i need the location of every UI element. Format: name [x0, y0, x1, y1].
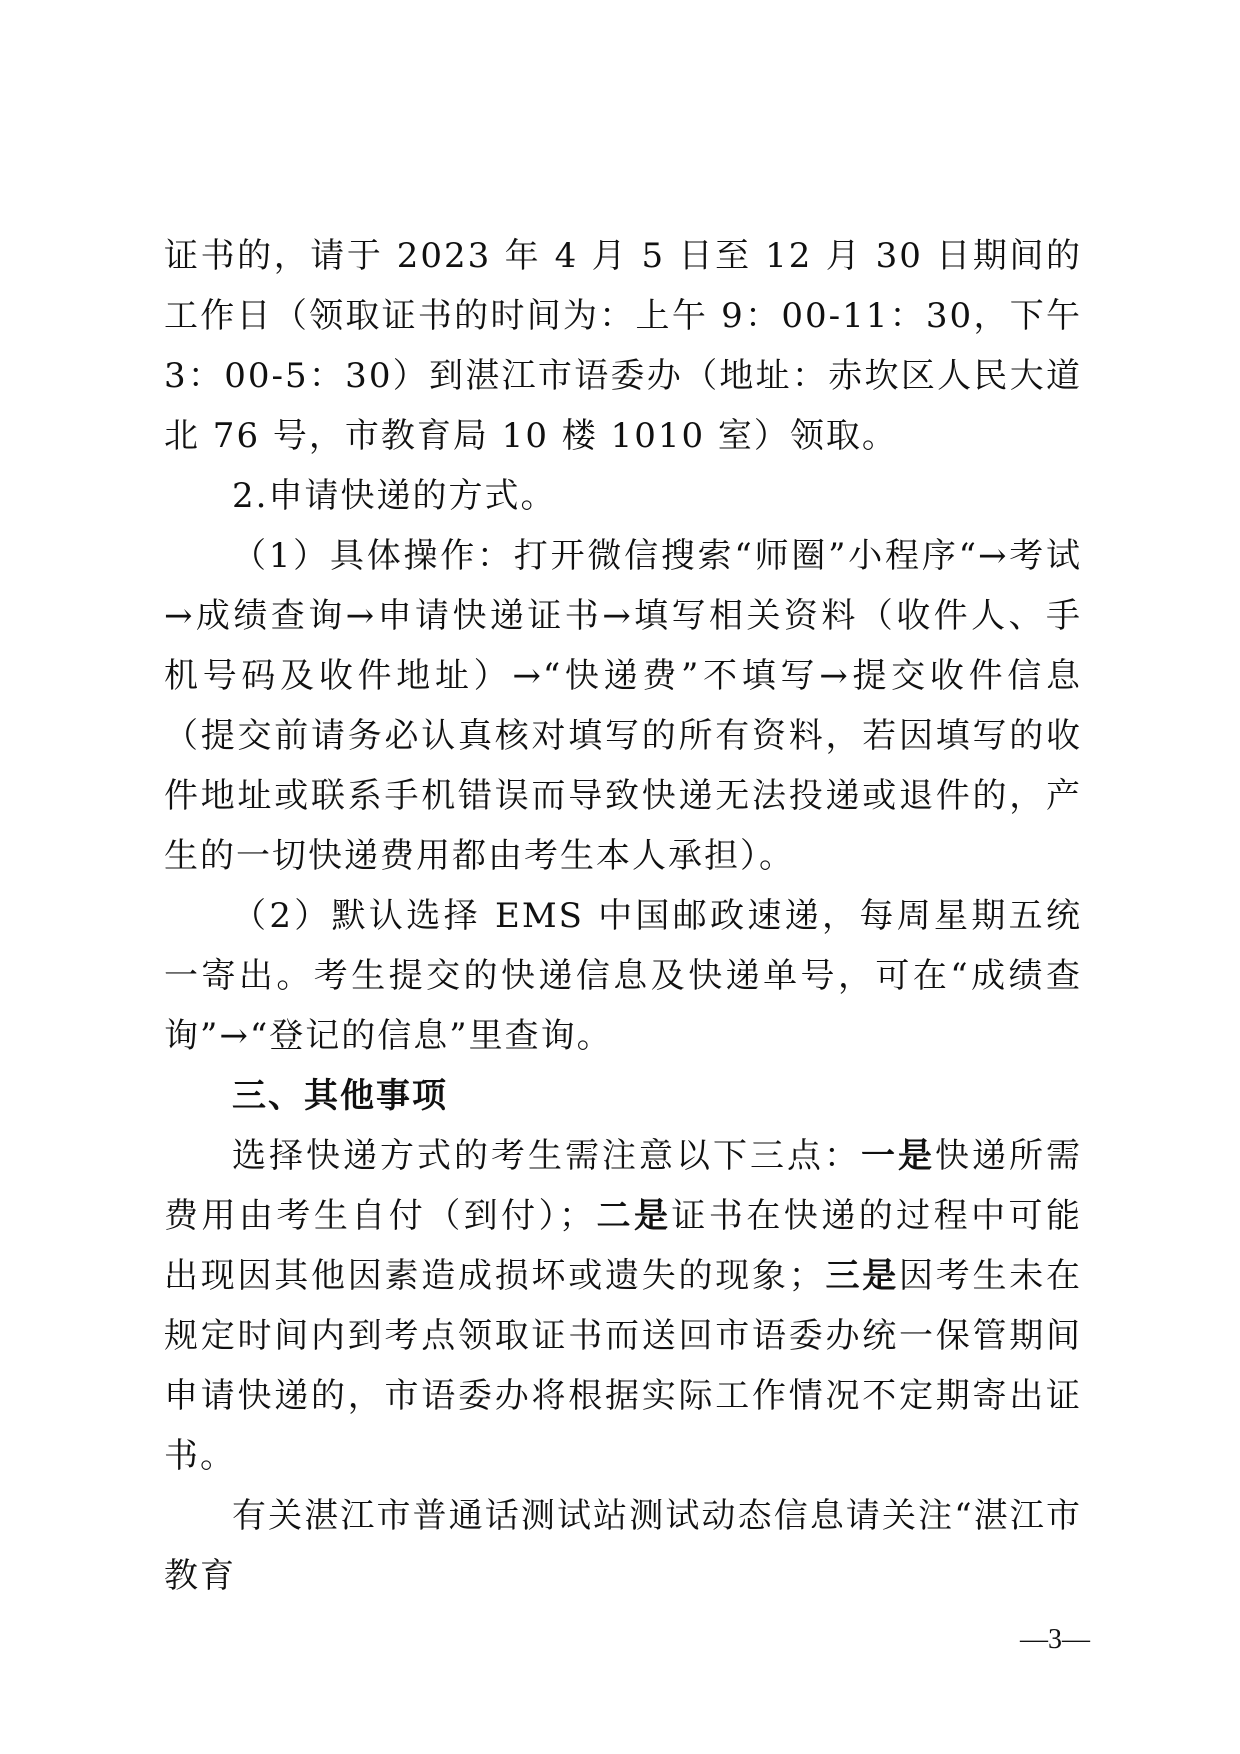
paragraph-certificate-pickup: 证书的，请于 2023 年 4 月 5 日至 12 月 30 日期间的工作日（领取证书的时间为：上午 9：00-11：30，下午 3：00-5：30）到湛江市语委办（地址：赤坎区人民大道北 76 号，市教育局 10 楼 1010 室）领取。 — [164, 236, 1082, 456]
page-number: —3— — [1020, 1624, 1090, 1655]
notice-point2-text: 证书在快递的过程中可能出现因其他因素造成损坏或遗失的现象； — [164, 1196, 1083, 1296]
paragraph-express-method-title: 2.申请快递的方式。 — [232, 476, 557, 516]
notice-point1-text: 快递所需费用由考生自付（到付）； — [164, 1136, 1082, 1236]
paragraph-ems-default: （2）默认选择 EMS 中国邮政速递，每周星期五统一寄出。考生提交的快递信息及快递单号，可在“成绩查询”→“登记的信息”里查询。 — [164, 896, 1082, 1056]
paragraph-express-steps: （1）具体操作：打开微信搜索“师圈”小程序“→考试→成绩查询→申请快递证书→填写相关资料（收件人、手机号码及收件地址）→“快递费”不填写→提交收件信息（提交前请务必认真核对填写的所有资料，若因填写的收件地址或联系手机错误而导致快递无法投递或退件的，产生的一切快递费用都由考生本人承担）。 — [164, 536, 1082, 876]
paragraph-express-notice — [164, 1126, 1082, 1486]
document-body — [164, 226, 1082, 1606]
notice-point3-label: 三是 — [824, 1256, 899, 1296]
section-heading-other-matters: 三、其他事项 — [232, 1076, 448, 1116]
notice-point2-label: 二是 — [595, 1196, 672, 1236]
notice-point1-label: 一是 — [861, 1136, 935, 1176]
notice-point3-text: 因考生未在规定时间内到考点领取证书而送回市语委办统一保管期间申请快递的，市语委办将根据实际工作情况不定期寄出证书。 — [164, 1256, 1082, 1476]
notice-intro: 选择快递方式的考生需注意以下三点： — [232, 1136, 861, 1176]
paragraph-follow-info: 有关湛江市普通话测试站测试动态信息请关注“湛江市教育 — [164, 1496, 1082, 1596]
